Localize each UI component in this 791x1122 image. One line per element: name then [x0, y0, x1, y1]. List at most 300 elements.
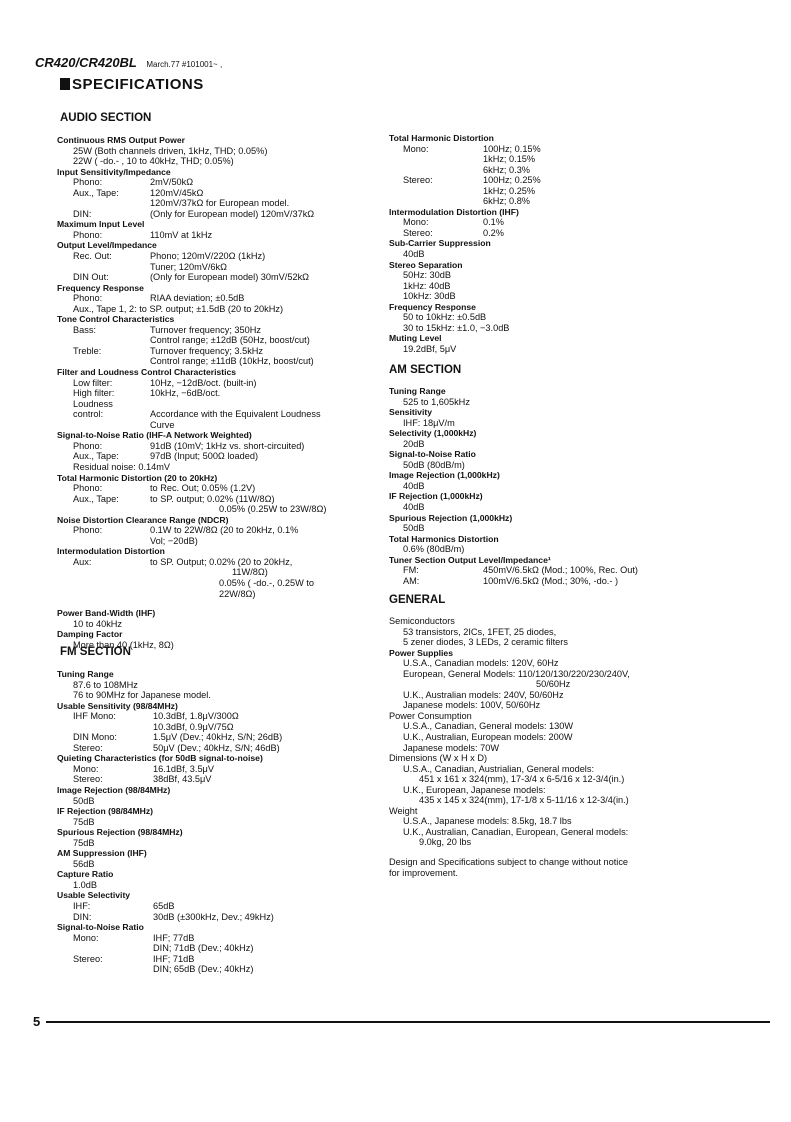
spec-value: 120mV/37kΩ for European model. [150, 198, 290, 209]
spec-label: Residual noise: 0.14mV [73, 461, 171, 472]
spec-line [57, 230, 387, 241]
spec-value: 450mV/6.5kΩ (Mod.; 100%, Rec. Out) [483, 565, 638, 576]
spec-line [57, 711, 387, 722]
spec-line [57, 146, 387, 157]
spec-line [57, 262, 387, 273]
spec-value: IHF; 77dB [153, 932, 195, 943]
spec-line [57, 473, 387, 484]
spec-line [57, 536, 387, 547]
spec-label: Phono: [73, 177, 103, 188]
spec-heading: Signal-to-Noise Ratio [57, 922, 144, 933]
spec-line [389, 513, 769, 524]
spec-heading: Continuous RMS Output Power [57, 135, 185, 145]
spec-value: 6kHz; 0.8% [483, 196, 530, 207]
spec-label: U.K., European, Japanese models: [403, 784, 546, 795]
spec-label: Stereo: [403, 175, 433, 186]
spec-value: 16.1dBf, 3.5μV [153, 763, 214, 774]
spec-line [389, 544, 769, 555]
spec-line [389, 732, 769, 743]
spec-line [389, 175, 769, 186]
spec-line [389, 270, 769, 281]
spec-heading: AM Suppression (IHF) [57, 848, 147, 859]
fm-spec-list [57, 669, 387, 975]
spec-heading: Capture Ratio [57, 869, 114, 880]
spec-heading: Intermodulation Distortion (IHF) [389, 206, 519, 217]
spec-line [57, 589, 387, 600]
spec-value: 100Hz; 0.15% [483, 143, 541, 154]
spec-label: Aux., Tape: [73, 493, 119, 504]
spec-value: 1kHz; 0.15% [483, 154, 536, 165]
spec-label: Mono: [403, 143, 429, 154]
spec-line [389, 344, 769, 355]
spec-line [389, 249, 769, 260]
spec-heading: Spurious Rejection (1,000kHz) [389, 512, 513, 523]
spec-label: 10kHz: 30dB [403, 291, 456, 302]
spec-line [389, 312, 769, 323]
spec-heading: Tuning Range [57, 669, 114, 679]
spec-label: Aux., Tape: [73, 451, 119, 462]
spec-heading: Power Supplies [389, 647, 453, 658]
spec-label: Mono: [73, 763, 99, 774]
spec-value: 1kHz; 0.25% [483, 185, 536, 196]
spec-value: 435 x 145 x 324(mm), 17-1/8 x 5-11/16 x 12-3/4(in.) [419, 795, 629, 806]
spec-label: Phono: [73, 229, 103, 240]
spec-line [57, 848, 387, 859]
spec-value: 97dB (Input; 500Ω loaded) [150, 451, 259, 462]
spec-line [389, 460, 769, 471]
spec-line [57, 690, 387, 701]
spec-value: Control range; ±12dB (50Hz, boost/cut) [150, 335, 310, 346]
spec-line [389, 764, 769, 775]
spec-line [389, 868, 769, 879]
spec-value: Dimensions (W x H x D) [389, 753, 488, 764]
spec-label: Low filter: [73, 377, 113, 388]
spec-label: U.K., Australian, Canadian, European, General models: [403, 826, 629, 837]
fm-section-heading: FM SECTION [60, 646, 131, 658]
spec-heading: Tuning Range [389, 386, 446, 396]
spec-line [57, 785, 387, 796]
spec-heading: Spurious Rejection (98/84MHz) [57, 827, 183, 838]
spec-line [389, 154, 769, 165]
spec-line [57, 774, 387, 785]
spec-line [389, 260, 769, 271]
spec-line [389, 700, 769, 711]
spec-line [57, 272, 387, 283]
spec-line [389, 565, 769, 576]
spec-label: 22W ( -do.- , 10 to 40kHz, THD; 0.05%) [73, 156, 234, 167]
spec-label: DIN: [73, 911, 92, 922]
spec-line [389, 439, 769, 450]
spec-label: 76 to 90MHz for Japanese model. [73, 690, 211, 701]
spec-line [57, 462, 387, 473]
spec-label: Stereo: [73, 742, 103, 753]
spec-label: Phono: [73, 525, 103, 536]
spec-line [389, 721, 769, 732]
spec-value: 0.1% [483, 217, 504, 228]
am-section-heading: AM SECTION [389, 364, 462, 376]
spec-value: 22W/8Ω) [219, 588, 256, 599]
spec-line [57, 283, 387, 294]
spec-line [389, 816, 769, 827]
spec-line [57, 335, 387, 346]
spec-label: Japanese models: 70W [403, 742, 500, 753]
spec-value: 0.05% (0.25W to 23W/8Ω) [219, 504, 327, 515]
spec-label: U.S.A., Canadian, Austrialian, General models: [403, 763, 594, 774]
spec-line [57, 388, 387, 399]
spec-value: 10.3dBf, 1.8μV/300Ω [153, 711, 239, 722]
spec-value: to SP. Output; 0.02% (20 to 20kHz, [150, 556, 293, 567]
spec-line [389, 743, 769, 754]
spec-label: Phono: [73, 440, 103, 451]
spec-line [57, 922, 387, 933]
spec-line [57, 869, 387, 880]
spec-value: 120mV/45kΩ [150, 187, 204, 198]
spec-line [57, 346, 387, 357]
spec-label: 1.0dB [73, 879, 98, 890]
spec-line [57, 806, 387, 817]
square-bullet-icon [60, 78, 70, 90]
spec-heading: Tone Control Characteristics [57, 314, 175, 325]
spec-line [57, 483, 387, 494]
spec-label: 53 transistors, 2ICs, 1FET, 25 diodes, [403, 626, 557, 637]
spec-value: 65dB [153, 901, 175, 912]
spec-line [389, 165, 769, 176]
spec-label: 10 to 40kHz [73, 618, 123, 629]
spec-heading: Frequency Response [57, 282, 144, 293]
spec-value: 0.1W to 22W/8Ω (20 to 20kHz, 0.1% [150, 525, 299, 536]
spec-value: 11W/8Ω) [232, 567, 268, 578]
spec-line [57, 753, 387, 764]
spec-line [57, 219, 387, 230]
spec-line [389, 523, 769, 534]
spec-value: RIAA deviation; ±0.5dB [150, 293, 245, 304]
spec-line [389, 555, 769, 566]
general-section-heading: GENERAL [389, 594, 446, 606]
spec-line [389, 502, 769, 513]
spec-line [57, 933, 387, 944]
spec-label: FM: [403, 565, 419, 576]
spec-line [389, 534, 769, 545]
model-number: CR420/CR420BL [35, 55, 137, 70]
spec-line [389, 711, 769, 722]
spec-label: More than 40 (1kHz, 8Ω) [73, 639, 174, 650]
spec-heading: Quieting Characteristics (for 50dB signal-to-noise) [57, 753, 263, 764]
spec-line [389, 827, 769, 838]
spec-line [57, 943, 387, 954]
spec-line [57, 325, 387, 336]
spec-label: 87.6 to 108MHz [73, 679, 138, 690]
spec-value: Curve [150, 419, 175, 430]
spec-label: Stereo: [73, 774, 103, 785]
spec-label: Mono: [403, 217, 429, 228]
spec-line [57, 314, 387, 325]
spec-line [389, 637, 769, 648]
spec-value: Vol; −20dB) [150, 535, 198, 546]
spec-value: IHF; 71dB [153, 953, 195, 964]
spec-line [389, 428, 769, 439]
spec-value: for improvement. [389, 867, 458, 878]
spec-heading: Muting Level [389, 333, 442, 344]
spec-label: IHF: 18μV/m [403, 417, 455, 428]
spec-label: 19.2dBf, 5μV [403, 343, 457, 354]
audio-spec-list [57, 135, 387, 650]
spec-value: 110mV at 1kHz [150, 229, 213, 240]
spec-value: DIN; 65dB (Dev.; 40kHz) [153, 964, 254, 975]
spec-line [57, 764, 387, 775]
spec-line [389, 658, 769, 669]
spec-label: European, General Models: 110/120/130/220/230/240V, [403, 668, 630, 679]
spec-line [389, 196, 769, 207]
spec-heading: Output Level/Impedance [57, 240, 157, 251]
spec-line [57, 177, 387, 188]
spec-label: IHF: [73, 901, 91, 912]
spec-label: U.K., Australian models: 240V, 50/60Hz [403, 689, 564, 700]
spec-line [389, 481, 769, 492]
spec-value: 0.2% [483, 227, 504, 238]
spec-line [57, 578, 387, 589]
spec-label: Mono: [73, 932, 99, 943]
spec-heading: Total Harmonics Distortion [389, 533, 499, 544]
spec-line [389, 228, 769, 239]
spec-line [389, 144, 769, 155]
spec-line [57, 890, 387, 901]
spec-label: Rec. Out: [73, 251, 112, 262]
spec-value: (Only for European model) 30mV/52kΩ [150, 272, 310, 283]
spec-label: U.S.A., Canadian models: 120V, 60Hz [403, 658, 559, 669]
spec-line [57, 912, 387, 923]
page-header [35, 54, 222, 72]
spec-line [57, 817, 387, 828]
spec-value: 2mV/50kΩ [150, 177, 194, 188]
spec-value: Turnover frequency; 350Hz [150, 324, 261, 335]
spec-value: Power Consumption [389, 710, 472, 721]
spec-value: Design and Specifications subject to change without notice [389, 857, 629, 868]
spec-line [389, 627, 769, 638]
spec-line [389, 648, 769, 659]
spec-line [389, 576, 769, 587]
spec-line [57, 494, 387, 505]
spec-heading: Image Rejection (98/84MHz) [57, 785, 171, 796]
spec-line [389, 785, 769, 796]
spec-line [57, 743, 387, 754]
spec-label: 40dB [403, 480, 425, 491]
spec-line [389, 753, 769, 764]
spec-heading: Image Rejection (1,000kHz) [389, 470, 500, 481]
spec-heading: IF Rejection (98/84MHz) [57, 806, 153, 817]
spec-label: Aux: [73, 556, 92, 567]
spec-value: 100Hz; 0.25% [483, 175, 541, 186]
spec-line [57, 451, 387, 462]
spec-label: Aux., Tape: [73, 187, 119, 198]
spec-line [389, 397, 769, 408]
spec-label: 40dB [403, 502, 425, 513]
spec-line [57, 167, 387, 178]
spec-line [57, 188, 387, 199]
spec-line [389, 281, 769, 292]
spec-heading: Sub-Carrier Suppression [389, 238, 491, 249]
spec-line [57, 251, 387, 262]
spec-line [389, 848, 769, 857]
spec-line [57, 293, 387, 304]
spec-label: IHF Mono: [73, 711, 116, 722]
spec-line [389, 302, 769, 313]
spec-line [389, 795, 769, 806]
spec-label: DIN Out: [73, 272, 109, 283]
spec-label: 40dB [403, 249, 425, 260]
spec-label: 0.6% (80dB/m) [403, 544, 465, 555]
spec-value: 50μV (Dev.; 40kHz, S/N; 46dB) [153, 742, 280, 753]
revision-date: March.77 #101001~ , [146, 60, 223, 69]
spec-label: 50Hz: 30dB [403, 270, 452, 281]
spec-value: 10kHz, −6dB/oct. [150, 388, 221, 399]
spec-value: Turnover frequency; 3.5kHz [150, 345, 264, 356]
spec-line [57, 409, 387, 420]
spec-label: 20dB [403, 438, 425, 449]
spec-line [389, 837, 769, 848]
spec-label: 5 zener diodes, 3 LEDs, 2 ceramic filters [403, 637, 568, 648]
spec-line [57, 304, 387, 315]
spec-value: Tuner; 120mV/6kΩ [150, 261, 227, 272]
spec-value: 1.5μV (Dev.; 40kHz, S/N; 26dB) [153, 732, 283, 743]
spec-heading: Filter and Loudness Control Characteristics [57, 367, 237, 378]
spec-heading: Input Sensitivity/Impedance [57, 166, 171, 177]
spec-heading: Signal-to-Noise Ratio [389, 449, 476, 460]
spec-line [57, 827, 387, 838]
spec-line [57, 901, 387, 912]
spec-label: 50dB [73, 795, 95, 806]
spec-line [57, 796, 387, 807]
spec-line [57, 156, 387, 167]
spec-label: 56dB [73, 858, 95, 869]
spec-line [389, 616, 769, 627]
spec-line [57, 557, 387, 568]
fm-spec-continued-list [389, 133, 769, 354]
spec-value: to Rec. Out; 0.05% (1.2V) [150, 483, 256, 494]
spec-line [389, 470, 769, 481]
spec-line [57, 732, 387, 743]
spec-value: 10.3dBf, 0.9μV/75Ω [153, 721, 234, 732]
spec-value: 30dB (±300kHz, Dev.; 49kHz) [153, 911, 274, 922]
spec-label: 75dB [73, 837, 95, 848]
spec-label: Aux., Tape 1, 2: to SP. output; ±1.5dB (20 to 20kHz) [73, 303, 284, 314]
spec-label: DIN: [73, 208, 92, 219]
spec-label: 50dB (80dB/m) [403, 459, 465, 470]
spec-label: Phono: [73, 483, 103, 494]
spec-label: Stereo: [73, 953, 103, 964]
spec-value: Phono; 120mV/220Ω (1kHz) [150, 251, 266, 262]
spec-line [389, 386, 769, 397]
general-spec-list [389, 616, 769, 878]
spec-line [57, 504, 387, 515]
spec-line [389, 669, 769, 680]
spec-label: 1kHz: 40dB [403, 280, 451, 291]
spec-line [389, 690, 769, 701]
spec-line [57, 669, 387, 680]
spec-line [389, 333, 769, 344]
spec-heading: Frequency Response [389, 301, 476, 312]
spec-value: DIN; 71dB (Dev.; 40kHz) [153, 943, 254, 954]
spec-line [389, 323, 769, 334]
spec-value: Weight [389, 805, 418, 816]
spec-value: 451 x 161 x 324(mm), 17-3/4 x 6-5/16 x 12-3/4(in.) [419, 774, 625, 785]
spec-line [57, 619, 387, 630]
spec-line [57, 954, 387, 965]
spec-heading: Selectivity (1,000kHz) [389, 428, 477, 439]
spec-line [57, 515, 387, 526]
spec-line [389, 857, 769, 868]
spec-line [389, 774, 769, 785]
spec-line [57, 420, 387, 431]
spec-line [57, 367, 387, 378]
spec-label: U.S.A., Japanese models: 8.5kg, 18.7 lbs [403, 816, 572, 827]
spec-line [389, 806, 769, 817]
footer-rule [46, 1021, 770, 1023]
spec-line [57, 964, 387, 975]
am-spec-list [389, 386, 769, 586]
audio-section-heading: AUDIO SECTION [60, 112, 152, 124]
spec-heading: Noise Distortion Clearance Range (NDCR) [57, 514, 229, 525]
spec-heading: Usable Selectivity [57, 890, 131, 901]
spec-label: Treble: [73, 345, 102, 356]
spec-line [57, 599, 387, 608]
spec-line [389, 407, 769, 418]
spec-line [57, 135, 387, 146]
spec-value: Control range; ±11dB (10kHz, boost/cut) [150, 356, 314, 367]
spec-line [57, 525, 387, 536]
spec-label: Japanese models: 100V, 50/60Hz [403, 700, 541, 711]
spec-line [57, 430, 387, 441]
spec-heading: Maximum Input Level [57, 219, 145, 230]
spec-heading: Total Harmonic Distortion [389, 133, 494, 143]
spec-label: 30 to 15kHz: ±1.0, −3.0dB [403, 322, 510, 333]
spec-line [57, 722, 387, 733]
spec-value: to SP. output; 0.02% (11W/8Ω) [150, 493, 275, 504]
spec-heading: Signal-to-Noise Ratio (IHF-A Network Weighted) [57, 430, 252, 441]
spec-line [57, 701, 387, 712]
spec-line [57, 240, 387, 251]
spec-heading: Tuner Section Output Level/Impedance¹ [389, 554, 551, 565]
spec-label: Phono: [73, 293, 103, 304]
spec-heading: Stereo Separation [389, 259, 463, 270]
spec-label: 75dB [73, 816, 95, 827]
spec-label: 525 to 1,605kHz [403, 396, 470, 407]
spec-label: AM: [403, 575, 420, 586]
spec-label: High filter: [73, 388, 115, 399]
spec-line [57, 399, 387, 410]
spec-line [57, 209, 387, 220]
spec-value: 10Hz, −12dB/oct. (built-in) [150, 377, 257, 388]
spec-line [57, 838, 387, 849]
spec-line [57, 880, 387, 891]
page-title [60, 76, 204, 93]
spec-line [389, 449, 769, 460]
spec-line [57, 378, 387, 389]
spec-line [57, 198, 387, 209]
spec-value: 100mV/6.5kΩ (Mod.; 30%, -do.- ) [483, 575, 619, 586]
spec-line [57, 441, 387, 452]
spec-heading: IF Rejection (1,000kHz) [389, 491, 483, 502]
spec-value: 50/60Hz [536, 679, 571, 690]
spec-heading: Damping Factor [57, 629, 123, 640]
spec-label: 50dB [403, 523, 425, 534]
spec-heading: Usable Sensitivity (98/84MHz) [57, 700, 178, 711]
spec-heading: Intermodulation Distortion [57, 546, 165, 557]
spec-value: 38dBf, 43.5μV [153, 774, 212, 785]
page-title-text: SPECIFICATIONS [72, 76, 204, 93]
spec-line [57, 680, 387, 691]
spec-value: 6kHz; 0.3% [483, 164, 530, 175]
spec-line [57, 546, 387, 557]
